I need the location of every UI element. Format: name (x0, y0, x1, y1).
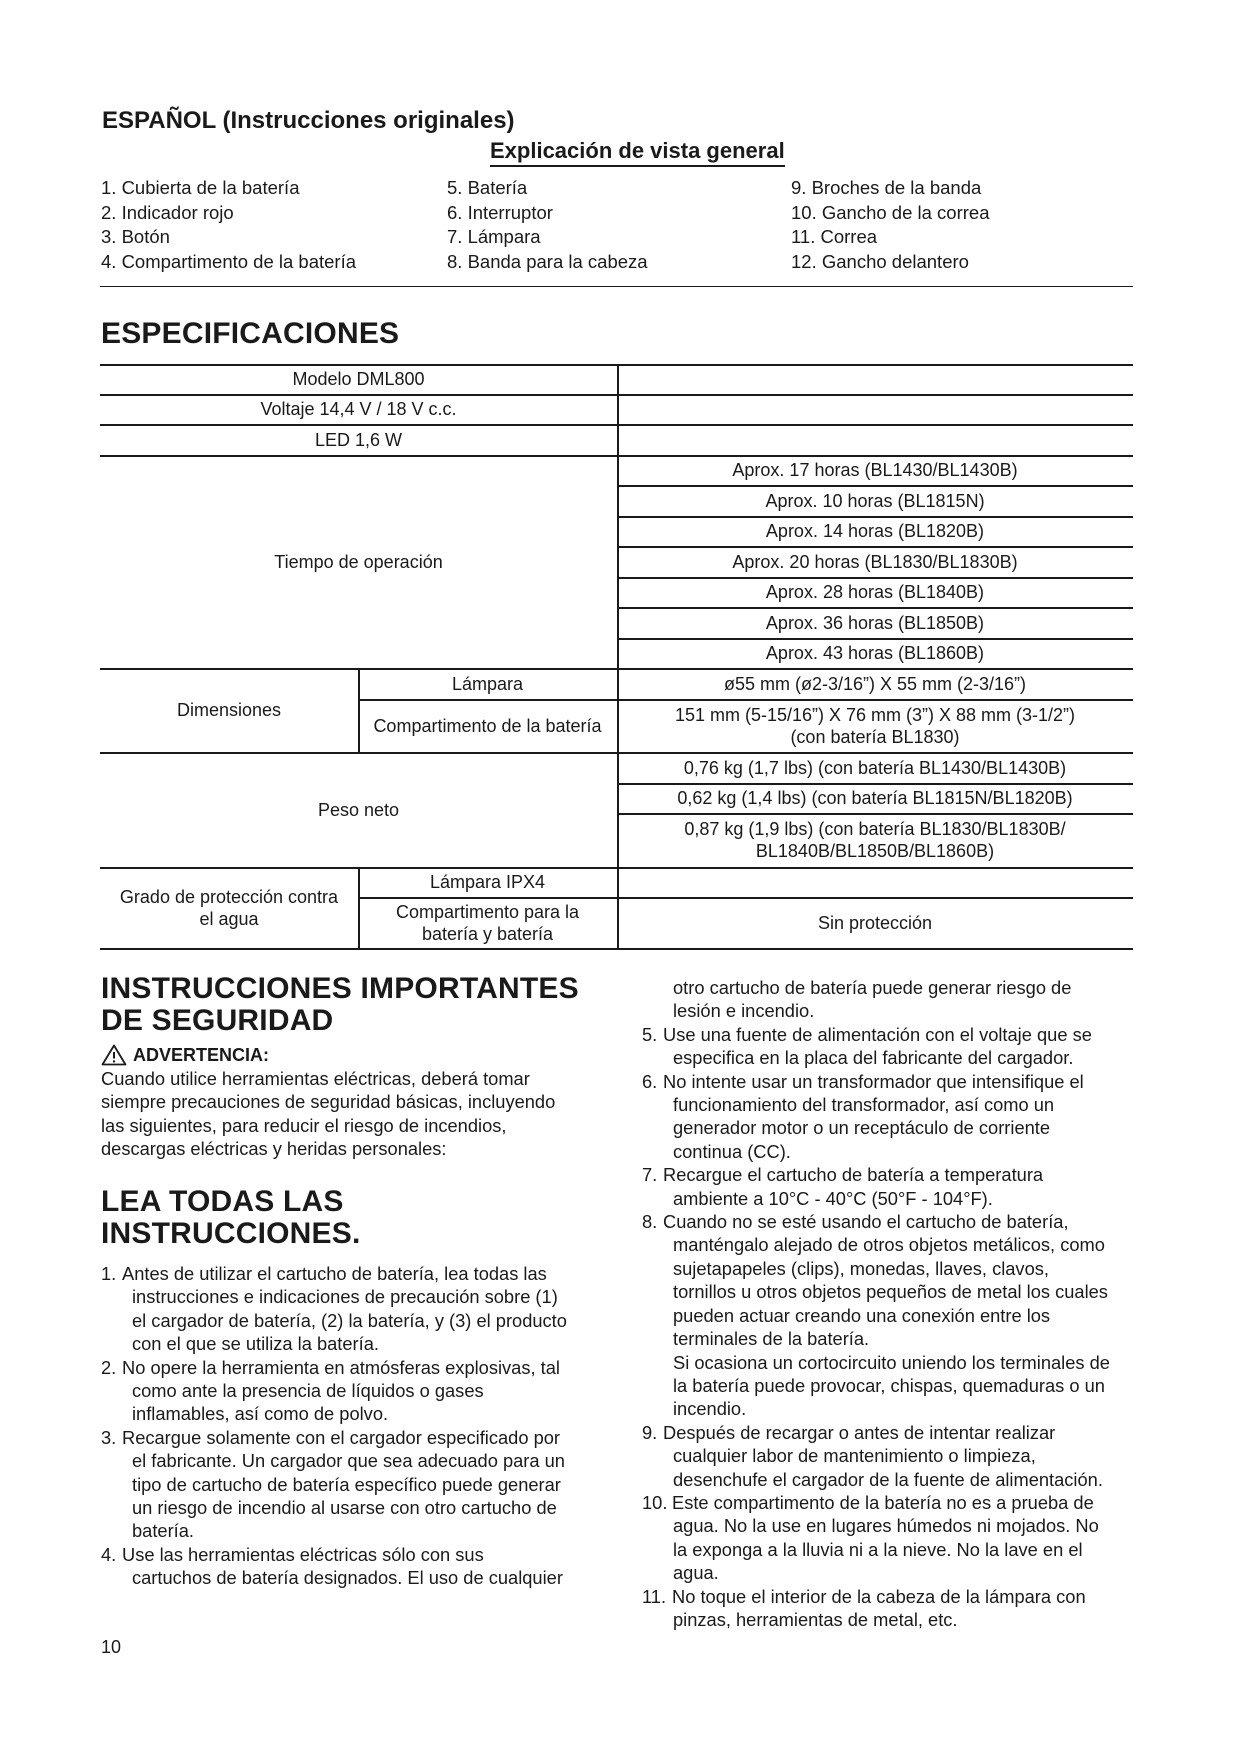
text-line: Recargue solamente con el cargador especificado por (122, 1426, 560, 1448)
list-item: 1. Cubierta de la batería (101, 177, 300, 198)
spec-operation-value: Aprox. 20 horas (BL1830/BL1830B) (732, 551, 1018, 572)
text-line: especifica en la placa del fabricante del cargador. (673, 1047, 1074, 1069)
text-line: sujetapapeles (clips), monedas, llaves, clavos, (673, 1257, 1049, 1279)
text-line: terminales de la batería. (673, 1328, 870, 1350)
overview-column-2 (447, 176, 648, 274)
text-line: cartuchos de batería designados. El uso de cualquier (132, 1567, 563, 1589)
spec-no-protection: Sin protección (817, 912, 933, 933)
list-item: 10. Gancho de la correa (791, 201, 990, 223)
spec-battery-comp-dim-line: 151 mm (5-15/16”) X 76 mm (3”) X 88 mm (3-1/2”) (674, 704, 1076, 725)
text-line: Recargue el cartucho de batería a temperatura (663, 1164, 1044, 1186)
text-line: cualquier labor de mantenimiento o limpieza, (673, 1445, 1036, 1467)
list-item: 11. Correa (791, 226, 878, 247)
instruction-item (642, 1585, 1142, 1632)
text-line: tornillos u otros objetos pequeños de metal los cuales (673, 1281, 1108, 1303)
spec-operation-value: Aprox. 43 horas (BL1860B) (765, 643, 985, 663)
text-line: un riesgo de incendio al usarse con otro cartucho de (132, 1497, 557, 1519)
read-instructions-heading (101, 1186, 361, 1250)
text-line: Use las herramientas eléctricas sólo con sus (122, 1543, 484, 1565)
instructions-right (642, 976, 1142, 1631)
spec-voltage: Voltaje 14,4 V / 18 V c.c. (260, 399, 457, 419)
spec-weight-value (617, 813, 1133, 867)
list-item: 8. Banda para la cabeza (447, 250, 648, 272)
text-line: inflamables, así como de polvo. (132, 1403, 389, 1425)
item-number: 1. (101, 1263, 117, 1284)
text-line: Antes de utilizar el cartucho de batería, lea todas las (122, 1263, 547, 1284)
list-item: 2. Indicador rojo (101, 201, 234, 223)
spec-weight-value: 0,76 kg (1,7 lbs) (con batería BL1430/BL1430B) (683, 757, 1067, 778)
text-line: descargas eléctricas y heridas personales: (101, 1138, 447, 1160)
instruction-item (642, 1070, 1142, 1164)
item-number: 8. (642, 1211, 658, 1233)
item-number: 5. (642, 1023, 658, 1045)
spec-model: Modelo DML800 (292, 369, 425, 389)
text-line: Use una fuente de alimentación con el voltaje que se (663, 1023, 1092, 1045)
list-item: 4. Compartimento de la batería (101, 250, 357, 272)
text-line: instrucciones e indicaciones de precaución sobre (1) (132, 1286, 558, 1308)
item-number: 9. (642, 1421, 658, 1443)
text-line: lesión e incendio. (673, 1000, 815, 1022)
spec-operation-label: Tiempo de operación (274, 551, 443, 572)
text-line: Cuando no se esté usando el cartucho de batería, (663, 1211, 1069, 1233)
instruction-item (101, 1262, 621, 1356)
spec-table (100, 364, 1133, 949)
instruction-item (642, 1421, 1142, 1491)
instruction-item (642, 1023, 1142, 1070)
text-line: el fabricante. Un cargador que sea adecuado para un (132, 1450, 565, 1472)
spec-led: LED 1,6 W (314, 429, 403, 450)
text-line: batería. (132, 1520, 194, 1542)
list-item: 12. Gancho delantero (791, 250, 969, 272)
overview-title: Explicación de vista general (490, 138, 785, 167)
text-line: Si ocasiona un cortocircuito uniendo los terminales de (673, 1351, 1110, 1373)
list-item: 3. Botón (101, 226, 170, 247)
instruction-item (101, 1356, 621, 1426)
text-line: generador motor o un receptáculo de corriente (673, 1117, 1051, 1139)
spec-weight-line: BL1840B/BL1850B/BL1860B) (755, 841, 995, 861)
spec-weight-line: 0,87 kg (1,9 lbs) (con batería BL1830/BL1830B/ (684, 819, 1066, 839)
item-number: 10. (642, 1491, 668, 1513)
safety-heading-line: INSTRUCCIONES IMPORTANTES (101, 972, 579, 1005)
safety-heading (101, 973, 579, 1037)
text-line: ambiente a 10°C - 40°C (50°F - 104°F). (673, 1187, 993, 1209)
spec-operation-value: Aprox. 10 horas (BL1815N) (765, 490, 985, 511)
language-title: ESPAÑOL (Instrucciones originales) (102, 107, 515, 134)
spec-lamp-label: Lámpara (451, 673, 524, 694)
spec-lamp-ipx: Lámpara IPX4 (429, 872, 546, 892)
page-number: 10 (101, 1637, 122, 1657)
text-line: incendio. (673, 1398, 747, 1420)
safety-heading-line: DE SEGURIDAD (101, 1004, 334, 1037)
spec-battery-comp-dim-line: (con batería BL1830) (790, 726, 960, 747)
warning-label-text: ADVERTENCIA: (133, 1044, 270, 1065)
text-line: pueden actuar creando una conexión entre los (673, 1304, 1051, 1326)
instruction-item (101, 1426, 621, 1543)
spec-water-comp-line: batería y batería (421, 923, 554, 944)
text-line: siempre precauciones de seguridad básicas, incluyendo (101, 1091, 556, 1113)
warning-label (101, 1044, 269, 1066)
text-line: el cargador de batería, (2) la batería, y (3) el producto (132, 1309, 567, 1331)
text-line: pinzas, herramientas de metal, etc. (673, 1608, 958, 1630)
item-number: 3. (101, 1426, 117, 1448)
text-line: tipo de cartucho de batería específico puede generar (132, 1473, 561, 1495)
instruction-item (642, 1491, 1142, 1585)
spec-lamp-dimensions: ø55 mm (ø2-3/16”) X 55 mm (2-3/16”) (723, 673, 1027, 694)
section-divider (100, 286, 1133, 287)
spec-water-label (100, 867, 358, 948)
instruction-item (101, 1543, 621, 1590)
text-line: con el que se utiliza la batería. (132, 1333, 379, 1355)
text-line: agua. (673, 1562, 719, 1584)
list-item: 5. Batería (447, 177, 528, 198)
item-number: 11. (642, 1585, 667, 1607)
list-item: 6. Interruptor (447, 201, 553, 223)
text-line: No opere la herramienta en atmósferas explosivas, tal (122, 1356, 560, 1378)
spec-water-comp-line: Compartimento para la (395, 901, 580, 922)
spec-weight-label: Peso neto (317, 799, 400, 820)
text-line: Este compartimento de la batería no es a prueba de (672, 1491, 1094, 1513)
text-line: manténgalo alejado de otros objetos metálicos, como (673, 1234, 1105, 1256)
specs-heading: ESPECIFICACIONES (101, 317, 400, 350)
overview-column-1 (101, 176, 356, 274)
item-number: 2. (101, 1356, 117, 1378)
list-item: 7. Lámpara (447, 226, 541, 247)
warning-paragraph (101, 1067, 601, 1161)
spec-weight-value: 0,62 kg (1,4 lbs) (con batería BL1815N/BL1820B) (677, 788, 1073, 808)
list-item: 9. Broches de la banda (791, 177, 982, 198)
text-line: otro cartucho de batería puede generar riesgo de (673, 977, 1072, 998)
item-number: 4. (101, 1543, 117, 1565)
spec-operation-value: Aprox. 28 horas (BL1840B) (765, 582, 985, 602)
spec-operation-value: Aprox. 17 horas (BL1430/BL1430B) (732, 460, 1018, 480)
instructions-left (101, 1262, 621, 1590)
text-line: la batería puede provocar, chispas, quemaduras o un (673, 1374, 1105, 1396)
overview-column-3 (791, 176, 990, 274)
read-heading-line: LEA TODAS LAS (101, 1185, 344, 1218)
instruction-item-continued (642, 976, 1142, 1023)
text-line: continua (CC). (673, 1140, 791, 1162)
spec-water-comp (358, 897, 617, 948)
text-line: las siguientes, para reducir el riesgo de incendios, (101, 1114, 507, 1136)
item-number: 6. (642, 1070, 658, 1092)
text-line: la exponga a la lluvia ni a la nieve. No la lave en el (673, 1538, 1083, 1560)
text-line: como ante la presencia de líquidos o gases (132, 1380, 484, 1402)
text-line: funcionamiento del transformador, así como un (673, 1094, 1055, 1116)
spec-battery-comp-dimensions (617, 699, 1133, 752)
text-line: No intente usar un transformador que intensifique el (663, 1070, 1084, 1092)
text-line: agua. No la use en lugares húmedos ni mojados. No (673, 1515, 1099, 1537)
text-line: desenchufe el cargador de la fuente de alimentación. (673, 1468, 1103, 1490)
text-line: No toque el interior de la cabeza de la lámpara con (672, 1585, 1086, 1607)
text-line: Después de recargar o antes de intentar realizar (663, 1421, 1056, 1443)
warning-icon (101, 1044, 127, 1066)
read-heading-line: INSTRUCCIONES. (101, 1217, 361, 1250)
instruction-item (642, 1163, 1142, 1210)
spec-operation-value: Aprox. 36 horas (BL1850B) (765, 612, 985, 633)
spec-dimensions-label: Dimensiones (176, 700, 282, 720)
item-number: 7. (642, 1164, 658, 1186)
spec-water-label-line: Grado de protección contra (119, 886, 339, 907)
instruction-item (642, 1210, 1142, 1421)
spec-battery-comp-label: Compartimento de la batería (373, 715, 602, 736)
spec-operation-value: Aprox. 14 horas (BL1820B) (765, 521, 985, 541)
text-line: Cuando utilice herramientas eléctricas, deberá tomar (101, 1068, 530, 1089)
spec-water-label-line: el agua (199, 908, 259, 929)
